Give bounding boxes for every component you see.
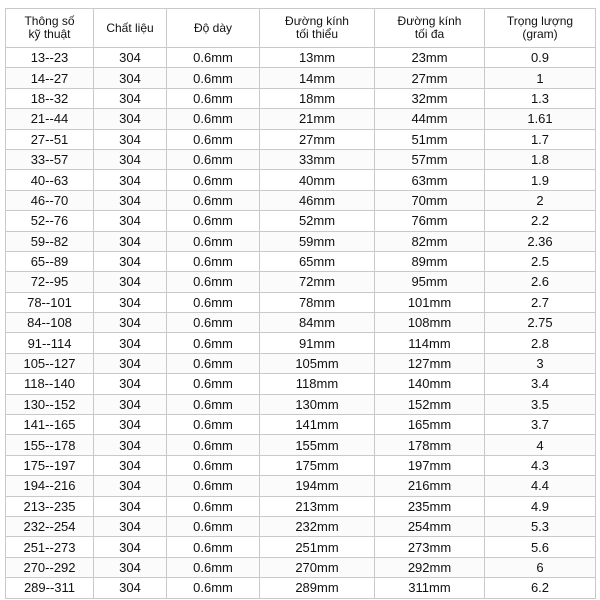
cell-spec: 21--44 bbox=[6, 109, 94, 129]
cell-max-diameter: 27mm bbox=[375, 68, 485, 88]
cell-min-diameter: 21mm bbox=[260, 109, 375, 129]
cell-material: 304 bbox=[94, 557, 167, 577]
cell-thickness: 0.6mm bbox=[167, 455, 260, 475]
cell-weight: 3.5 bbox=[485, 394, 596, 414]
cell-min-diameter: 13mm bbox=[260, 48, 375, 68]
table-body bbox=[6, 48, 596, 599]
cell-min-diameter: 65mm bbox=[260, 251, 375, 271]
cell-spec: 175--197 bbox=[6, 455, 94, 475]
cell-weight: 2.75 bbox=[485, 313, 596, 333]
cell-spec: 14--27 bbox=[6, 68, 94, 88]
cell-max-diameter: 108mm bbox=[375, 313, 485, 333]
spec-table bbox=[5, 8, 596, 599]
cell-max-diameter: 140mm bbox=[375, 374, 485, 394]
cell-min-diameter: 251mm bbox=[260, 537, 375, 557]
table-row bbox=[6, 251, 596, 271]
cell-thickness: 0.6mm bbox=[167, 415, 260, 435]
header-max-diameter: Đường kính tối đa bbox=[375, 9, 485, 48]
table-row bbox=[6, 353, 596, 373]
table-row bbox=[6, 578, 596, 598]
cell-thickness: 0.6mm bbox=[167, 353, 260, 373]
cell-material: 304 bbox=[94, 496, 167, 516]
cell-min-diameter: 40mm bbox=[260, 170, 375, 190]
table-row bbox=[6, 435, 596, 455]
cell-spec: 130--152 bbox=[6, 394, 94, 414]
cell-weight: 1.9 bbox=[485, 170, 596, 190]
cell-min-diameter: 52mm bbox=[260, 211, 375, 231]
table-row bbox=[6, 88, 596, 108]
cell-thickness: 0.6mm bbox=[167, 109, 260, 129]
cell-min-diameter: 194mm bbox=[260, 476, 375, 496]
cell-min-diameter: 141mm bbox=[260, 415, 375, 435]
cell-weight: 5.3 bbox=[485, 516, 596, 536]
cell-min-diameter: 118mm bbox=[260, 374, 375, 394]
cell-weight: 2.8 bbox=[485, 333, 596, 353]
cell-thickness: 0.6mm bbox=[167, 476, 260, 496]
cell-thickness: 0.6mm bbox=[167, 68, 260, 88]
cell-min-diameter: 130mm bbox=[260, 394, 375, 414]
cell-material: 304 bbox=[94, 170, 167, 190]
cell-material: 304 bbox=[94, 516, 167, 536]
table-row bbox=[6, 190, 596, 210]
cell-material: 304 bbox=[94, 48, 167, 68]
cell-spec: 59--82 bbox=[6, 231, 94, 251]
header-material: Chất liệu bbox=[94, 9, 167, 48]
cell-min-diameter: 59mm bbox=[260, 231, 375, 251]
table-row bbox=[6, 516, 596, 536]
cell-max-diameter: 44mm bbox=[375, 109, 485, 129]
table-row bbox=[6, 109, 596, 129]
cell-spec: 40--63 bbox=[6, 170, 94, 190]
cell-min-diameter: 289mm bbox=[260, 578, 375, 598]
table-row bbox=[6, 394, 596, 414]
header-row bbox=[6, 9, 596, 48]
cell-material: 304 bbox=[94, 149, 167, 169]
cell-spec: 251--273 bbox=[6, 537, 94, 557]
cell-thickness: 0.6mm bbox=[167, 88, 260, 108]
cell-spec: 155--178 bbox=[6, 435, 94, 455]
cell-material: 304 bbox=[94, 374, 167, 394]
table-row bbox=[6, 48, 596, 68]
cell-spec: 78--101 bbox=[6, 292, 94, 312]
cell-weight: 1.3 bbox=[485, 88, 596, 108]
cell-thickness: 0.6mm bbox=[167, 211, 260, 231]
cell-spec: 65--89 bbox=[6, 251, 94, 271]
cell-max-diameter: 152mm bbox=[375, 394, 485, 414]
cell-spec: 84--108 bbox=[6, 313, 94, 333]
cell-thickness: 0.6mm bbox=[167, 394, 260, 414]
cell-max-diameter: 63mm bbox=[375, 170, 485, 190]
cell-max-diameter: 127mm bbox=[375, 353, 485, 373]
table-row bbox=[6, 537, 596, 557]
table-row bbox=[6, 211, 596, 231]
cell-max-diameter: 197mm bbox=[375, 455, 485, 475]
table-header bbox=[6, 9, 596, 48]
cell-max-diameter: 165mm bbox=[375, 415, 485, 435]
cell-weight: 1.8 bbox=[485, 149, 596, 169]
cell-weight: 3.4 bbox=[485, 374, 596, 394]
cell-thickness: 0.6mm bbox=[167, 333, 260, 353]
cell-material: 304 bbox=[94, 88, 167, 108]
cell-max-diameter: 216mm bbox=[375, 476, 485, 496]
table-row bbox=[6, 231, 596, 251]
cell-material: 304 bbox=[94, 129, 167, 149]
cell-thickness: 0.6mm bbox=[167, 516, 260, 536]
cell-weight: 2.7 bbox=[485, 292, 596, 312]
cell-min-diameter: 14mm bbox=[260, 68, 375, 88]
cell-material: 304 bbox=[94, 109, 167, 129]
cell-spec: 213--235 bbox=[6, 496, 94, 516]
cell-material: 304 bbox=[94, 537, 167, 557]
cell-material: 304 bbox=[94, 231, 167, 251]
table-row bbox=[6, 292, 596, 312]
cell-spec: 33--57 bbox=[6, 149, 94, 169]
cell-max-diameter: 311mm bbox=[375, 578, 485, 598]
cell-max-diameter: 101mm bbox=[375, 292, 485, 312]
cell-max-diameter: 76mm bbox=[375, 211, 485, 231]
cell-spec: 91--114 bbox=[6, 333, 94, 353]
header-min-diameter: Đường kính tối thiểu bbox=[260, 9, 375, 48]
cell-min-diameter: 72mm bbox=[260, 272, 375, 292]
cell-spec: 232--254 bbox=[6, 516, 94, 536]
cell-thickness: 0.6mm bbox=[167, 313, 260, 333]
cell-min-diameter: 46mm bbox=[260, 190, 375, 210]
cell-min-diameter: 84mm bbox=[260, 313, 375, 333]
cell-thickness: 0.6mm bbox=[167, 435, 260, 455]
table-row bbox=[6, 557, 596, 577]
cell-thickness: 0.6mm bbox=[167, 190, 260, 210]
table-row bbox=[6, 476, 596, 496]
cell-max-diameter: 292mm bbox=[375, 557, 485, 577]
table-row bbox=[6, 374, 596, 394]
cell-weight: 4 bbox=[485, 435, 596, 455]
cell-spec: 289--311 bbox=[6, 578, 94, 598]
table-row bbox=[6, 313, 596, 333]
cell-spec: 118--140 bbox=[6, 374, 94, 394]
cell-max-diameter: 23mm bbox=[375, 48, 485, 68]
cell-min-diameter: 270mm bbox=[260, 557, 375, 577]
cell-weight: 2.36 bbox=[485, 231, 596, 251]
cell-thickness: 0.6mm bbox=[167, 129, 260, 149]
cell-weight: 4.4 bbox=[485, 476, 596, 496]
cell-min-diameter: 175mm bbox=[260, 455, 375, 475]
cell-max-diameter: 51mm bbox=[375, 129, 485, 149]
cell-max-diameter: 235mm bbox=[375, 496, 485, 516]
header-thickness: Độ dày bbox=[167, 9, 260, 48]
cell-spec: 52--76 bbox=[6, 211, 94, 231]
cell-material: 304 bbox=[94, 251, 167, 271]
cell-material: 304 bbox=[94, 435, 167, 455]
cell-spec: 27--51 bbox=[6, 129, 94, 149]
cell-thickness: 0.6mm bbox=[167, 557, 260, 577]
cell-weight: 4.9 bbox=[485, 496, 596, 516]
table-row bbox=[6, 496, 596, 516]
cell-max-diameter: 57mm bbox=[375, 149, 485, 169]
cell-weight: 2.2 bbox=[485, 211, 596, 231]
cell-thickness: 0.6mm bbox=[167, 292, 260, 312]
cell-material: 304 bbox=[94, 211, 167, 231]
cell-thickness: 0.6mm bbox=[167, 496, 260, 516]
cell-weight: 5.6 bbox=[485, 537, 596, 557]
cell-max-diameter: 114mm bbox=[375, 333, 485, 353]
cell-max-diameter: 254mm bbox=[375, 516, 485, 536]
cell-thickness: 0.6mm bbox=[167, 537, 260, 557]
cell-material: 304 bbox=[94, 292, 167, 312]
cell-spec: 105--127 bbox=[6, 353, 94, 373]
table-row bbox=[6, 149, 596, 169]
cell-min-diameter: 232mm bbox=[260, 516, 375, 536]
cell-weight: 2.6 bbox=[485, 272, 596, 292]
cell-material: 304 bbox=[94, 578, 167, 598]
cell-min-diameter: 91mm bbox=[260, 333, 375, 353]
cell-thickness: 0.6mm bbox=[167, 231, 260, 251]
cell-material: 304 bbox=[94, 68, 167, 88]
table-row bbox=[6, 333, 596, 353]
table-row bbox=[6, 272, 596, 292]
header-weight: Trọng lượng (gram) bbox=[485, 9, 596, 48]
cell-material: 304 bbox=[94, 415, 167, 435]
cell-weight: 1.61 bbox=[485, 109, 596, 129]
cell-spec: 13--23 bbox=[6, 48, 94, 68]
cell-max-diameter: 273mm bbox=[375, 537, 485, 557]
cell-spec: 194--216 bbox=[6, 476, 94, 496]
cell-min-diameter: 155mm bbox=[260, 435, 375, 455]
cell-material: 304 bbox=[94, 333, 167, 353]
cell-thickness: 0.6mm bbox=[167, 374, 260, 394]
cell-thickness: 0.6mm bbox=[167, 170, 260, 190]
cell-spec: 72--95 bbox=[6, 272, 94, 292]
cell-min-diameter: 213mm bbox=[260, 496, 375, 516]
cell-spec: 270--292 bbox=[6, 557, 94, 577]
header-spec: Thông số kỹ thuật bbox=[6, 9, 94, 48]
cell-material: 304 bbox=[94, 313, 167, 333]
cell-weight: 3.7 bbox=[485, 415, 596, 435]
cell-max-diameter: 70mm bbox=[375, 190, 485, 210]
cell-weight: 1 bbox=[485, 68, 596, 88]
cell-material: 304 bbox=[94, 394, 167, 414]
cell-max-diameter: 178mm bbox=[375, 435, 485, 455]
cell-thickness: 0.6mm bbox=[167, 578, 260, 598]
cell-max-diameter: 32mm bbox=[375, 88, 485, 108]
cell-weight: 6.2 bbox=[485, 578, 596, 598]
cell-max-diameter: 95mm bbox=[375, 272, 485, 292]
table-row bbox=[6, 455, 596, 475]
cell-thickness: 0.6mm bbox=[167, 272, 260, 292]
cell-min-diameter: 18mm bbox=[260, 88, 375, 108]
cell-weight: 4.3 bbox=[485, 455, 596, 475]
cell-material: 304 bbox=[94, 190, 167, 210]
table-row bbox=[6, 170, 596, 190]
cell-material: 304 bbox=[94, 353, 167, 373]
cell-max-diameter: 82mm bbox=[375, 231, 485, 251]
cell-material: 304 bbox=[94, 272, 167, 292]
cell-weight: 1.7 bbox=[485, 129, 596, 149]
cell-thickness: 0.6mm bbox=[167, 149, 260, 169]
cell-min-diameter: 27mm bbox=[260, 129, 375, 149]
table-row bbox=[6, 129, 596, 149]
cell-weight: 2 bbox=[485, 190, 596, 210]
cell-weight: 3 bbox=[485, 353, 596, 373]
table-row bbox=[6, 68, 596, 88]
cell-material: 304 bbox=[94, 476, 167, 496]
cell-min-diameter: 33mm bbox=[260, 149, 375, 169]
cell-min-diameter: 105mm bbox=[260, 353, 375, 373]
cell-weight: 6 bbox=[485, 557, 596, 577]
table-row bbox=[6, 415, 596, 435]
cell-thickness: 0.6mm bbox=[167, 251, 260, 271]
cell-material: 304 bbox=[94, 455, 167, 475]
cell-thickness: 0.6mm bbox=[167, 48, 260, 68]
cell-min-diameter: 78mm bbox=[260, 292, 375, 312]
cell-max-diameter: 89mm bbox=[375, 251, 485, 271]
cell-weight: 2.5 bbox=[485, 251, 596, 271]
cell-spec: 18--32 bbox=[6, 88, 94, 108]
cell-spec: 141--165 bbox=[6, 415, 94, 435]
cell-weight: 0.9 bbox=[485, 48, 596, 68]
cell-spec: 46--70 bbox=[6, 190, 94, 210]
